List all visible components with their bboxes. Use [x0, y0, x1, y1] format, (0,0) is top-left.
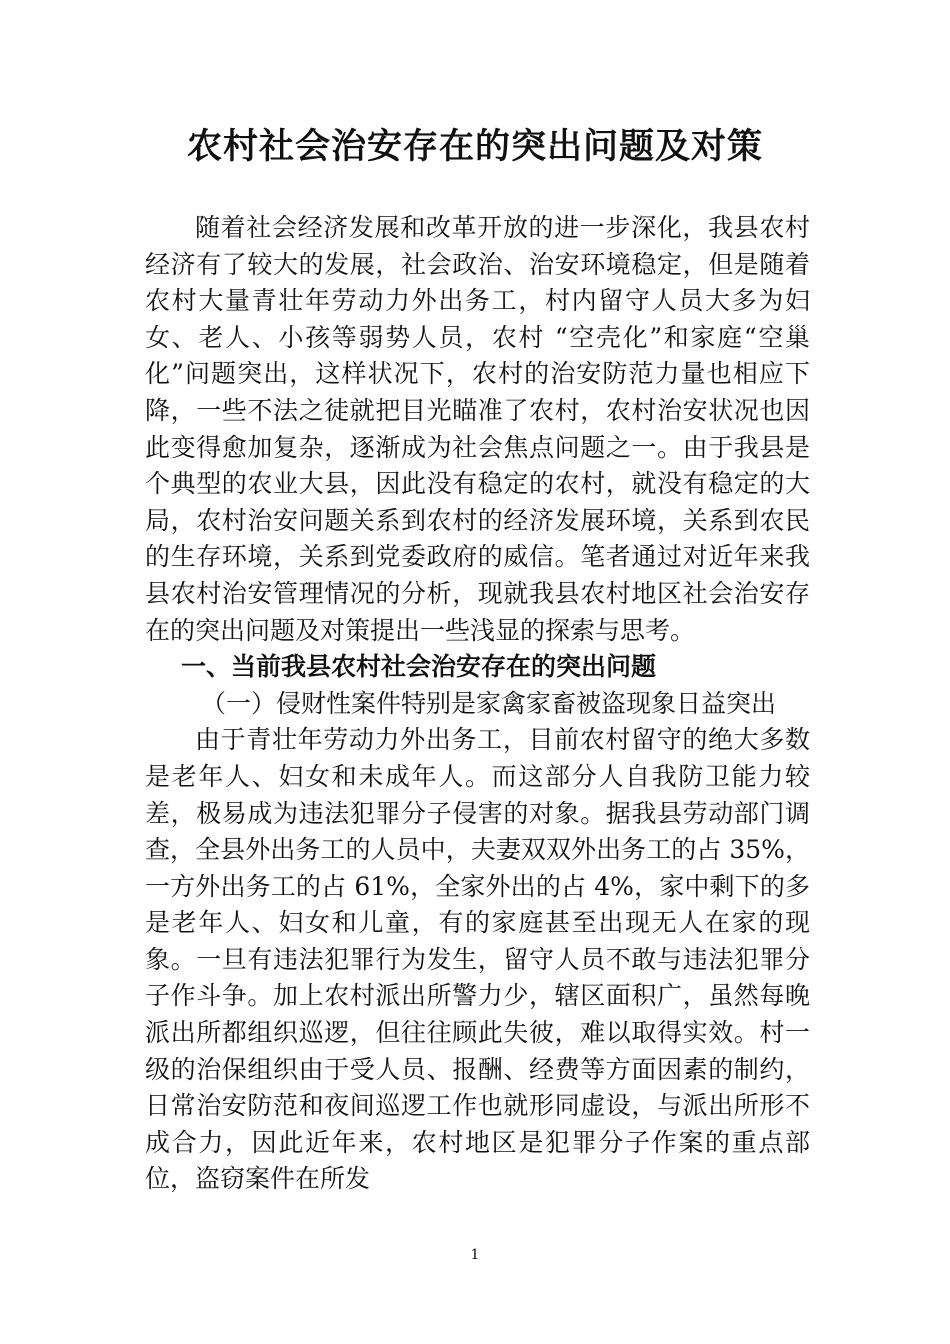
section-heading: 一、当前我县农村社会治安存在的突出问题 [181, 652, 657, 682]
subsection-paragraph: 由于青壮年劳动力外出务工，目前农村留守的绝大多数是老年人、妇女和未成年人。而这部分人自我防卫能力较差，极易成为违法犯罪分子侵害的对象。据我县劳动部门调查，全县外出务工的人员中，夫妻双双外出务工的占 35%，一方外出务工的占 61%，全家外出的占 4%，家中剩下的多是老年人、妇女和儿童，有的家庭甚至出现无人在家的现象。一旦有违法犯罪行为发生，留守人员不敢与违法犯罪分子作斗争。加上农村派出所警力少，辖区面积广，虽然每晚派出所都组织巡逻，但往往顾此失彼，难以取得实效。村一级的治保组织由于受人员、报酬、经费等方面因素的制约，日常治安防范和夜间巡逻工作也就形同虚设，与派出所形不成合力，因此近年来，农村地区是犯罪分子作案的重点部位，盗窃案件在所发 [145, 725, 810, 1194]
document-body [145, 210, 810, 1198]
page-number: 1 [470, 1247, 480, 1263]
document-title: 农村社会治安存在的突出问题及对策 [186, 127, 763, 167]
subsection-heading: （一）侵财性案件特别是家禽家畜被盗现象日益突出 [201, 688, 777, 718]
intro-paragraph: 随着社会经济发展和改革开放的进一步深化，我县农村经济有了较大的发展，社会政治、治安环境稳定，但是随着农村大量青壮年劳动力外出务工，村内留守人员大多为妇女、老人、小孩等弱势人员，农村 “空壳化”和家庭“空巢化”问题突出，这样状况下，农村的治安防范力量也相应下降，一些不法之徒就把目光瞄准了农村，农村治安状况也因此变得愈加复杂，逐渐成为社会焦点问题之一。由于我县是个典型的农业大县，因此没有稳定的农村，就没有稳定的大局，农村治安问题关系到农村的经济发展环境，关系到农民的生存环境，关系到党委政府的威信。笔者通过对近年来我县农村治安管理情况的分析，现就我县农村地区社会治安存在的突出问题及对策提出一些浅显的探索与思考。 [145, 213, 810, 645]
